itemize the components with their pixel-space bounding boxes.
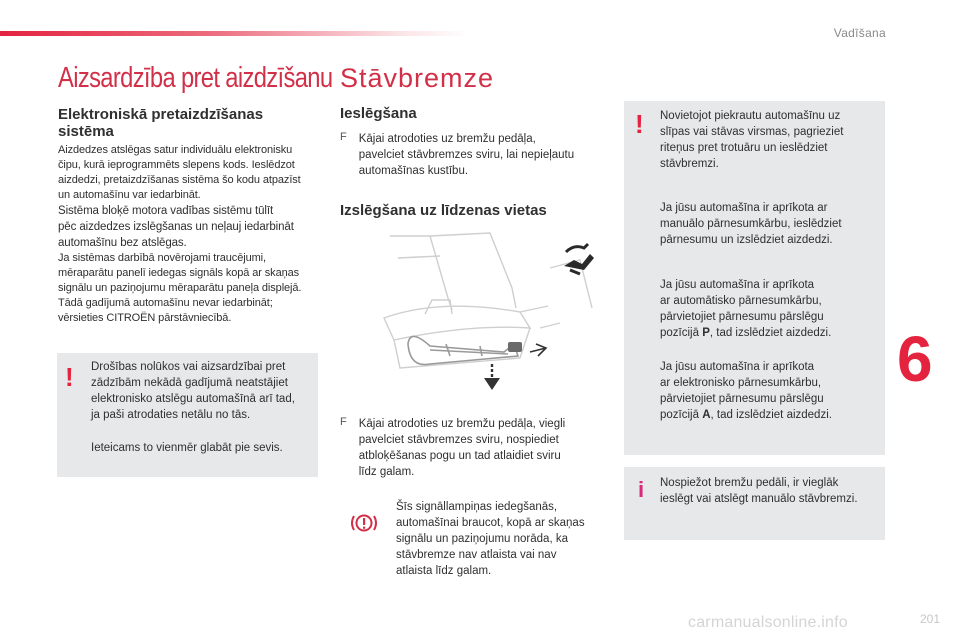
brake-lamp-symbol — [349, 512, 379, 534]
chapter-number: 6 — [897, 323, 933, 395]
automatic-gearbox-lines — [660, 277, 831, 325]
text-line: ar automātisko pārnesumkārbu, — [660, 295, 822, 307]
text-line: elektronisko atslēgu automašīnā arī tad, — [91, 393, 295, 405]
subtitle-line: sistēma — [58, 123, 114, 140]
text-line: pārvietojiet pārnesumu pārslēgu — [660, 311, 824, 323]
text-line: mēraparātu panelī iedegas signāls kopā ar skaņas — [58, 267, 300, 279]
text-line: Aizdedzes atslēgas satur individuālu elektronisku — [58, 144, 293, 156]
watermark: carmanualsonline.info — [688, 614, 848, 631]
info-text — [660, 475, 858, 507]
text-line: atbloķēšanas pogu un tad atlaidiet sviru — [358, 450, 561, 462]
heading-apply: Ieslēgšana — [340, 105, 417, 122]
immobiliser-description — [58, 143, 320, 326]
text-line: atlaista līdz galam. — [396, 565, 492, 577]
text-line: Šīs signāllampiņas iedegšanās, — [396, 501, 558, 513]
text-line: vērsieties CITROËN pārstāvniecībā. — [58, 312, 232, 324]
text-suffix: , tad izslēdziet aizdedzi. — [710, 409, 832, 421]
subtitle-immobiliser — [58, 106, 263, 140]
text-line: ieslēgt vai atslēgt manuālo stāvbremzi. — [660, 493, 858, 505]
parking-brake-lever-icon — [560, 240, 596, 276]
text-line: pārnesumu un izslēdziet aizdedzi. — [660, 234, 833, 246]
warning-note: Ieteicams to vienmēr glabāt pie sevis. — [91, 442, 283, 454]
brake-warning-lamp-icon — [349, 512, 379, 534]
apply-text — [359, 131, 574, 179]
warning-icon: ! — [635, 109, 644, 139]
para-malfunction — [58, 251, 320, 326]
text-line: ja paši atrodaties netālu no tās. — [91, 409, 251, 421]
text-line: zādzībām nekādā gadījumā neatstājiet — [91, 377, 288, 389]
text-line: stāvbremzi. — [660, 158, 719, 170]
bullet-arrow-icon: F — [340, 416, 347, 428]
text-line: automašīnai braucot, kopā ar skaņas — [396, 517, 585, 529]
text-line: stāvbremze nav atlaista vai nav — [396, 549, 557, 561]
text-line: automašīnas kustību. — [358, 165, 469, 177]
text-line: līdz galam. — [358, 466, 415, 478]
para-engine-lock — [58, 203, 320, 251]
text-suffix: , tad izslēdziet aizdedzi. — [709, 327, 832, 339]
release-button — [508, 342, 522, 352]
header-accent-bar — [0, 31, 470, 36]
heading-release-flat: Izslēgšana uz līdzenas vietas — [340, 202, 547, 219]
text-line: Ja jūsu automašīna ir aprīkota — [660, 279, 815, 291]
text-line: signālu un paziņojumu norāda, ka — [396, 533, 568, 545]
info-box-brake-pedal — [624, 467, 885, 540]
text-line: riteņus pret trotuāru un ieslēdziet — [660, 142, 828, 154]
section-title: Vadīšana — [833, 26, 886, 40]
text-line: un automašīnu var iedarbināt. — [58, 189, 201, 201]
text-line: Ja jūsu automašīna ir aprīkota — [660, 361, 815, 373]
text-line: čipu, kurā ieprogrammēts slepens kods. Ieslēdzot — [58, 159, 295, 171]
text-line: Novietojot piekrautu automašīnu uz — [660, 110, 841, 122]
manual-gearbox-text — [660, 200, 842, 248]
gear-position-p: P — [702, 327, 710, 339]
para-key-chip — [58, 143, 320, 203]
text-line: Tādā gadījumā automašīnu nevar iedarbināt; — [58, 297, 273, 309]
text-line: Drošības nolūkos vai aizsardzībai pret — [91, 361, 286, 373]
text-prefix: pozīcijā — [660, 409, 703, 421]
text-line: Sistēma bloķē motora vadības sistēmu tūlīt — [58, 205, 274, 217]
arrow-down-icon — [484, 378, 500, 390]
page-number: 201 — [919, 612, 940, 626]
electronic-gearbox-text — [660, 359, 832, 423]
text-line: pavelciet stāvbremzes sviru, nospiediet — [358, 434, 559, 446]
text-prefix: pozīcijā — [660, 327, 703, 339]
arrow-push-icon — [530, 344, 546, 356]
automatic-gearbox-last-line — [660, 325, 831, 341]
release-text — [359, 416, 565, 480]
release-instruction — [340, 416, 565, 480]
subtitle-line: Elektroniskā pretaizdzīšanas — [58, 106, 264, 123]
text-line: Kājai atrodoties uz bremžu pedāļa, viegli — [358, 418, 566, 430]
electronic-gearbox-lines — [660, 359, 832, 407]
apply-instruction — [340, 131, 574, 179]
section-title-parking-brake: Stāvbremze — [340, 63, 495, 93]
text-line: Ja jūsu automašīna ir aprīkota ar — [660, 202, 828, 214]
text-line: pārvietojiet pārnesumu pārslēgu — [660, 393, 824, 405]
lever-hand-icon — [560, 240, 596, 276]
text-line: Nospiežot bremžu pedāli, ir vieglāk — [660, 477, 839, 489]
bullet-arrow-icon: F — [340, 131, 347, 143]
text-line: ar elektronisko pārnesumkārbu, — [660, 377, 822, 389]
gear-position-a: A — [702, 409, 711, 421]
lamp-explanation — [396, 499, 585, 579]
page-title-anti-theft: Aizsardzība pret aizdzīšanu — [58, 62, 333, 94]
warning-icon: ! — [65, 362, 74, 392]
text-line: signālu un paziņojumu mēraparātu paneļa displejā. — [58, 282, 302, 294]
warning-box-key — [57, 353, 318, 477]
text-line: pavelciet stāvbremzes sviru, lai nepieļautu — [358, 149, 575, 161]
parking-slope-text — [660, 108, 843, 172]
warning-text — [91, 359, 313, 423]
electronic-gearbox-last-line — [660, 407, 832, 423]
text-line: Kājai atrodoties uz bremžu pedāļa, — [358, 133, 536, 145]
text-line: aizdedzi, pretaizdzīšanas sistēma šo kodu atpazīst — [58, 174, 301, 186]
warning-box-parking — [624, 101, 885, 455]
text-line: pēc aizdedzes izslēgšanas un neļauj iedarbināt — [58, 221, 294, 233]
automatic-gearbox-text — [660, 277, 831, 341]
text-line: manuālo pārnesumkārbu, ieslēdziet — [660, 218, 842, 230]
text-line: automašīnu bez atslēgas. — [58, 237, 187, 249]
text-line: Ja sistēmas darbībā novērojami traucējumi, — [58, 252, 266, 264]
text-line: slīpas vai stāvas virsmas, pagrieziet — [660, 126, 844, 138]
info-icon: i — [638, 477, 645, 502]
